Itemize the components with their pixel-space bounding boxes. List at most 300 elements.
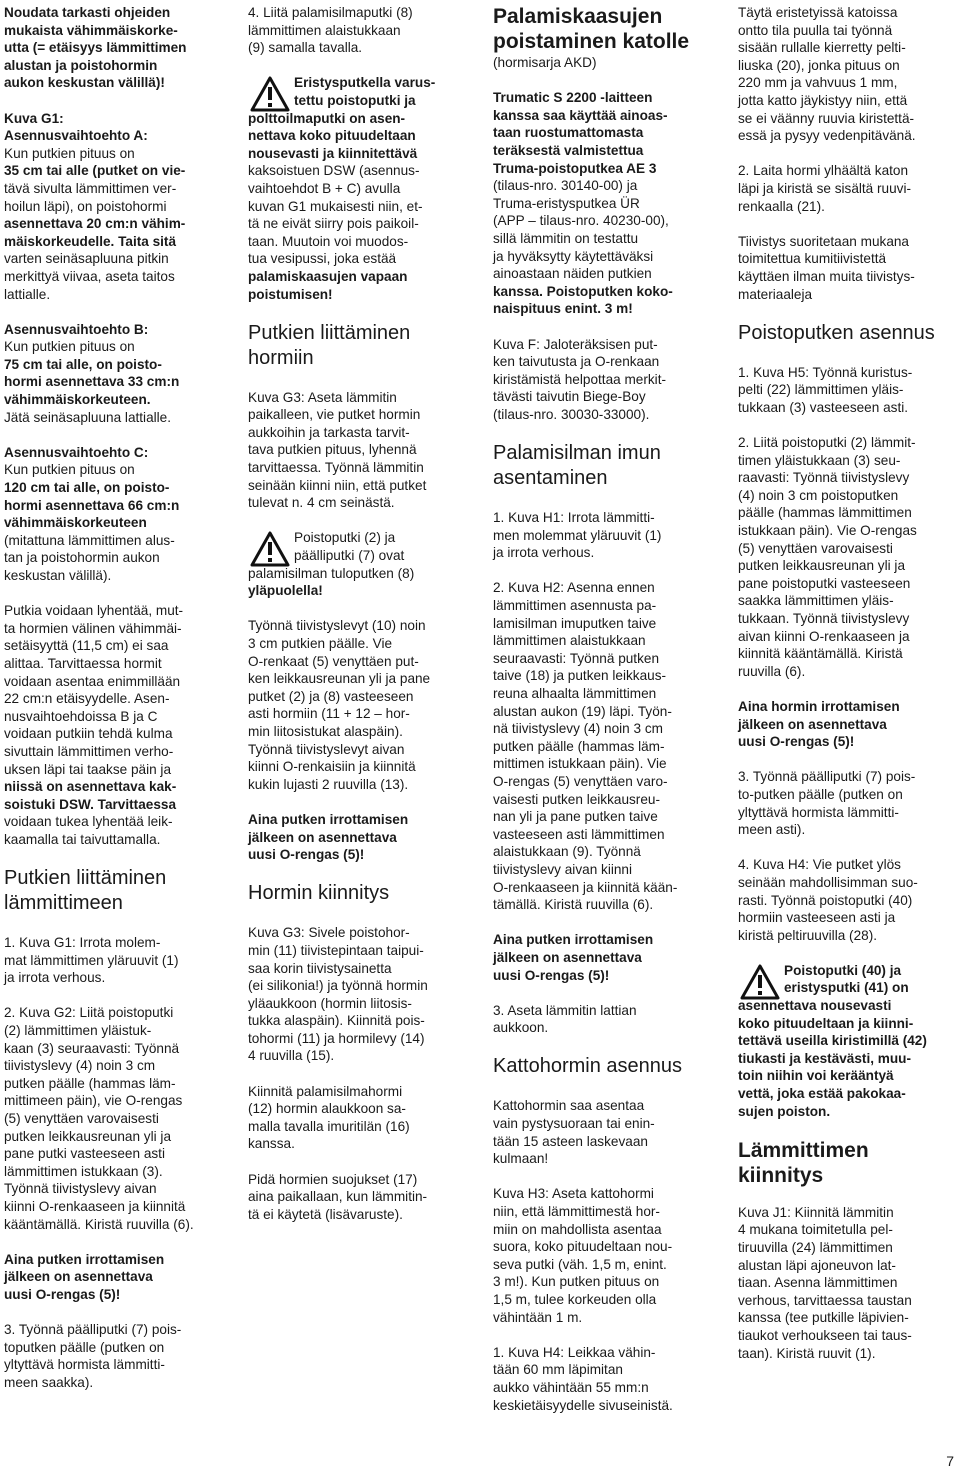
text-line: kiinni O-renkaaseen ja kiinnitä — [4, 1199, 186, 1214]
text-line: jälkeen on asennettava — [248, 829, 397, 845]
text-line: aukkoihin ja tarkasta tarvit- — [248, 424, 410, 440]
text-line: uusi O-rengas (5)! — [4, 1286, 121, 1302]
text-line: O-renkaaseen ja kiinnitä kään- — [493, 879, 678, 895]
text-line: reuna alhaalta lämmittimen — [493, 686, 657, 701]
text-line: essä ja pysyy vedenpitävänä. — [738, 128, 916, 144]
text-line: pane putki vasteeseen asti — [4, 1146, 165, 1162]
col2-warning2-body — [248, 565, 473, 600]
text-line: min liitosistukat alaspäin). — [248, 723, 403, 739]
text-line: tään 15 asteen laskevaan — [493, 1133, 648, 1149]
col1-option-a — [4, 110, 229, 304]
text-line: nä tiivistyslevy (4) noin 3 cm — [493, 721, 663, 737]
col1-option-c — [4, 444, 229, 585]
col3-h3 — [493, 1185, 718, 1326]
text-line: Palamiskaasujen — [493, 5, 663, 28]
text-line: alittaa. Tarvittaessa hormit — [4, 655, 162, 671]
col2-intake — [248, 1083, 473, 1153]
text-line: jälkeen on asennettava — [493, 949, 642, 965]
text-line: naispituus enint. 3 m! — [493, 301, 633, 317]
text-line: 4. Kuva H4: Vie putket ylös — [738, 857, 901, 873]
text-line: Aina putken irrottamisen — [493, 932, 654, 948]
text-line: Hormin kiinnitys — [248, 882, 390, 905]
text-line: tarvittaessa. Työnnä lämmitin — [248, 460, 424, 476]
text-line: nan yli ja pane putken taive — [493, 809, 658, 825]
text-line: mäiskorkeudelle. Taita sitä — [4, 233, 177, 249]
col4-h5 — [738, 364, 956, 417]
text-line: aivan kiinni O-renkaaseen ja — [738, 628, 910, 644]
text-line: niin, että lämmittimestä hor- — [493, 1204, 660, 1220]
col3-title — [493, 4, 718, 54]
text-line: 3 cm putkien päälle. Vie — [248, 636, 393, 651]
text-line: koko pituudeltaan ja kiinni- — [738, 1015, 914, 1031]
text-line: paikalleen, vie putket hormin — [248, 407, 421, 423]
warning-triangle-icon — [740, 964, 780, 1000]
col2-heading-fixing — [248, 881, 473, 906]
col2-warning-insulation — [248, 74, 473, 303]
text-line: Kuva J1: Kiinnitä lämmitin — [738, 1204, 894, 1220]
text-line: voidaan putkiin tehdä kulma — [4, 726, 173, 742]
col1-step-2 — [4, 1004, 229, 1233]
col2-covers — [248, 1171, 473, 1224]
text-line: tiukasti ja kestävästi, muu- — [738, 1050, 912, 1066]
text-line: tämällä. Kiristä ruuvilla (6). — [493, 897, 654, 913]
col1-intro — [4, 4, 229, 92]
text-line: 4 ruuvilla (15). — [248, 1048, 335, 1064]
text-line: päälle (hammas lämmittimen — [738, 505, 912, 521]
text-line: 1. Kuva H5: Työnnä kuristus- — [738, 364, 913, 380]
text-line: varten seinäsapluuna pitkin — [4, 251, 169, 267]
text-line: nusvaihtoehdoissa B ja C — [4, 708, 158, 724]
col4-connect — [738, 434, 956, 680]
text-line: tiaan. Asenna lämmittimen — [738, 1275, 898, 1291]
text-line: Työnnä tiivistyslevyt (10) noin — [248, 618, 426, 634]
col1-oring-note — [4, 1251, 229, 1304]
text-line: mittimeen päin), vie O-rengas — [4, 1093, 183, 1109]
text-line: setäisyyttä (11,5 cm) ei saa — [4, 638, 169, 654]
col3-h1-step — [493, 509, 718, 562]
text-line: tä ne eivät siirry pois paikoil- — [248, 216, 419, 232]
text-line: kiinni O-renkaisiin ja kiinnitä — [248, 759, 416, 775]
text-line: putken leikkausreunan yli ja — [738, 558, 906, 574]
text-line: hormiin vasteeseen asti ja — [738, 910, 896, 926]
col2-warning-position — [248, 529, 473, 599]
text-line: voidaan tukea lyhentää leik- — [4, 814, 173, 830]
col2-heading-chimney — [248, 321, 473, 371]
text-line: Putkien liittäminen — [4, 867, 167, 890]
text-line: teräksestä valmistettua — [493, 142, 644, 158]
text-line: Lämmittimen — [738, 1138, 869, 1162]
text-line: 35 cm tai alle (putket on vie- — [4, 163, 186, 179]
col3-step-3 — [493, 1002, 718, 1037]
text-line: vähimmäiskorkeuteen. — [4, 392, 151, 408]
text-line: lämmittimen asennusta pa- — [493, 598, 657, 614]
text-line: Kuva G3: Sivele poistohor- — [248, 925, 410, 941]
text-line: Truma-poistoputkea AE 3 — [493, 160, 657, 176]
text-line: kaksoistuen DSW (asennus- — [248, 163, 420, 179]
text-line: poistaminen katolle — [493, 30, 690, 53]
text-line: O-rengas (5) venyttäen varo- — [493, 773, 668, 789]
text-line: lamisilman imuputken taive — [493, 615, 657, 631]
col1-heading-connection — [4, 866, 229, 916]
text-line: seinään mahdollisimman suo- — [738, 874, 918, 890]
text-line: yläpuolella! — [248, 583, 323, 599]
text-line: tä ei käytetä (lisävaruste). — [248, 1206, 403, 1222]
col2-sealing — [248, 617, 473, 793]
text-line: tävä sivulta lämmittimen ver- — [4, 180, 177, 196]
text-line: 2. Laita hormi ylhäältä katon — [738, 163, 909, 179]
text-line: vasteeseen asti lämmittimen — [493, 826, 665, 842]
text-line: to-putken päälle (putken on — [738, 786, 903, 802]
text-line: Kuva F: Jaloteräksisen put- — [493, 336, 658, 352]
text-line: yltyttävä hormista lämmitti- — [738, 804, 899, 820]
text-line: Kattohormin asennus — [493, 1055, 683, 1078]
text-line: (2) lämmittimen yläistuk- — [4, 1023, 152, 1039]
col4-heading-mounting — [738, 1138, 956, 1188]
text-line: keskustan välillä). — [4, 568, 112, 583]
col2-warning-head — [294, 74, 473, 109]
column-2 — [248, 4, 473, 1241]
text-line: seva putki (väh. 1,5 m, enint. — [493, 1256, 667, 1272]
text-line: aukko vähintään 55 mm:n — [493, 1379, 649, 1395]
text-line: rasti. Työnnä poistoputki (40) — [738, 892, 913, 908]
col4-step-3 — [738, 768, 956, 838]
text-line: ruuvilla (6). — [738, 663, 806, 679]
text-line: saakka lämmittimen yläis- — [738, 593, 894, 609]
text-line: kanssa. Poistoputken koko- — [493, 283, 673, 299]
text-line: tava putkien pituus, lyhennä — [248, 442, 417, 458]
text-line: lattialle. — [4, 286, 51, 302]
text-line: putken päälle (hammas läm- — [493, 738, 665, 754]
text-line: eristysputki (41) on — [784, 980, 909, 996]
text-line: 220 mm ja vahvuus 1 mm, — [738, 75, 898, 91]
col4-warning-body — [738, 997, 956, 1120]
text-line: alustan ja poistohormin — [4, 57, 158, 73]
text-line: (mitattuna lämmittimen alus- — [4, 532, 175, 548]
text-line: kanssa saa käyttää ainoas- — [493, 107, 668, 123]
col1-step-1 — [4, 934, 229, 987]
text-line: Täytä eristetyissä katoissa — [738, 5, 898, 20]
text-line: Kuva H3: Aseta kattohormi — [493, 1186, 654, 1202]
text-line: Aina hormin irrottamisen — [738, 698, 900, 714]
col4-j1 — [738, 1204, 956, 1362]
text-line: vettä, joka estää pakokaa- — [738, 1086, 906, 1102]
col3-heading-roof — [493, 1054, 718, 1079]
text-line: (5) venyttäen varovaisesti — [4, 1111, 159, 1127]
text-line: men molemmat yläruuvit (1) — [493, 527, 662, 543]
text-line: verhous, tarvittaessa taustan — [738, 1292, 912, 1308]
text-line: uusi O-rengas (5)! — [738, 734, 855, 750]
text-line: tiaukot verhoukseen tai taus- — [738, 1327, 912, 1343]
text-line: alustan läpi ajoneuvon lat- — [738, 1257, 896, 1273]
text-line: Poistoputki (2) ja — [294, 530, 396, 546]
text-line: sivuttain lämmittimen verho- — [4, 743, 174, 759]
text-line: vain pystysuoraan tai enin- — [493, 1116, 655, 1132]
text-line: 120 cm tai alle, on poisto- — [4, 480, 170, 496]
text-line: 1. Kuva H4: Leikkaa vähin- — [493, 1344, 656, 1360]
text-line: Poistoputken asennus — [738, 321, 935, 344]
text-line: pelti (22) lämmittimen yläis- — [738, 382, 904, 398]
text-line: Työnnä tiivistyslevy aivan — [4, 1181, 157, 1197]
text-line: toputken päälle (putken on — [4, 1339, 165, 1355]
text-line: kaamalla tai taivuttamalla. — [4, 831, 161, 847]
col4-step-2 — [738, 162, 956, 215]
text-line: taan. Muutoin voi muodos- — [248, 233, 409, 249]
text-line: nettava koko pituudeltaan — [248, 128, 416, 144]
text-line: Pidä hormien suojukset (17) — [248, 1171, 418, 1187]
text-line: jälkeen on asennettava — [4, 1269, 153, 1285]
text-line: tohormi (11) ja hormilevy (14) — [248, 1030, 425, 1046]
text-line: putket (2) ja (8) vasteeseen — [248, 688, 414, 704]
text-line: uksen läpi tai taakse päin ja — [4, 761, 172, 777]
text-line: taan ruostumattomasta — [493, 125, 644, 141]
text-line: hormiin — [248, 346, 314, 369]
text-line: tukkaan (3) vasteeseen asti. — [738, 399, 909, 415]
col4-sealing — [738, 233, 956, 303]
text-line: hoilun läpi), on poistohormi — [4, 198, 167, 214]
text-line: tukka alaspäin). Kiinnitä pois- — [248, 1013, 425, 1029]
col4-warning-rising — [738, 962, 956, 1120]
text-line: 4 mukana toimitetulla pel- — [738, 1222, 893, 1238]
text-line: tan ja poistohormin aukon — [4, 550, 160, 566]
text-line: läpi ja kiristä se sisältä ruuvi- — [738, 180, 912, 196]
text-line: taan). Kiristä ruuvit (1). — [738, 1345, 876, 1361]
text-line: (4) noin 3 cm poistoputken — [738, 487, 899, 503]
text-line: taive (18) ja putken leikkaus- — [493, 668, 667, 684]
text-line: tettu poistoputki ja — [294, 92, 416, 108]
text-line: ainoastaan näiden putkien — [493, 266, 652, 282]
text-line: 1. Kuva G1: Irrota molem- — [4, 935, 161, 951]
text-line: tiivistyslevy aivan kiinni — [493, 861, 633, 877]
text-line: ja irrota verhous. — [493, 545, 595, 561]
col3-h2-step — [493, 579, 718, 913]
text-line: tua vesipussi, joka estää — [248, 251, 397, 267]
col2-g3 — [248, 389, 473, 512]
text-line: seuraavasti: Työnnä putken — [493, 650, 660, 666]
text-line: Trumatic S 2200 -laitteen — [493, 90, 653, 106]
text-line: kulmaan! — [493, 1151, 549, 1167]
column-3 — [493, 4, 718, 1432]
page-number: 7 — [946, 1453, 954, 1469]
text-line: mat lämmittimen yläruuvit (1) — [4, 952, 179, 968]
text-line: Eristysputkella varus- — [294, 75, 436, 91]
col2-step-4 — [248, 4, 473, 57]
text-line: min (11) tiivistepintaan taipui- — [248, 942, 424, 958]
text-line: mittimen istukkaan päin). Vie — [493, 756, 667, 772]
text-line: malla tavalla imuritilän (16) — [248, 1118, 410, 1134]
text-line: kanssa. — [248, 1136, 295, 1152]
text-line: polttoilmaputki on asen- — [248, 110, 406, 126]
warning-triangle-icon — [250, 76, 290, 112]
text-line: 4. Liitä palamisilmaputki (8) — [248, 5, 413, 20]
text-line: mukaista vähimmäiskorke- — [4, 22, 178, 38]
text-line: miin on mahdollista asentaa — [493, 1221, 662, 1237]
text-line: merkittyä viivaa, aseta taitos — [4, 268, 175, 284]
text-line: asennettava nousevasti — [738, 998, 892, 1014]
text-line: kiinnitä kääntämällä. Kiristä — [738, 646, 903, 662]
text-line: vähimmäiskorkeuteen — [4, 515, 147, 531]
text-line: lämmittimen alaistukkaan — [248, 22, 401, 38]
text-line: seinään kiinni niin, että putket — [248, 477, 427, 493]
text-line: Asennusvaihtoehto A: — [4, 128, 148, 144]
text-line: Työnnä tiivistyslevyt aivan — [248, 741, 405, 757]
text-line: tettävä useilla kiristimillä (42) — [738, 1033, 927, 1049]
text-line: aukkoon. — [493, 1020, 549, 1036]
text-line: hormi asennettava 33 cm:n — [4, 374, 180, 390]
text-line: Poistoputki (40) ja — [784, 962, 902, 978]
text-line: 3. Työnnä päälliputki (7) pois- — [738, 769, 916, 785]
text-line: 3. Työnnä päälliputki (7) pois- — [4, 1322, 182, 1338]
text-line: tukkaan. Työnnä tiivistyslevy — [738, 611, 910, 626]
text-line: kanssa (tee putkille läpivien- — [738, 1310, 909, 1326]
text-line: jotta katto jäykistyy niin, että — [738, 92, 908, 108]
text-line: kiinnitys — [738, 1163, 824, 1187]
text-line: toimitettua kumitiivistettä — [738, 251, 887, 267]
column-1 — [4, 4, 229, 1409]
col4-heading-exhaust — [738, 321, 956, 346]
text-line: kukin lujasti 2 ruuvilla (13). — [248, 776, 409, 792]
col3-figure-f — [493, 336, 718, 424]
col4-oring-note — [738, 698, 956, 751]
text-line: palamisilman tuloputken (8) — [248, 565, 415, 581]
text-line: tulevat n. 4 cm seinästä. — [248, 495, 395, 511]
col3-heading-intake — [493, 441, 718, 491]
text-line: meen saakka). — [4, 1374, 94, 1390]
text-line: ontto tila puulla tai työnnä — [738, 22, 893, 38]
col4-step-4 — [738, 856, 956, 944]
text-line: 3. Aseta lämmitin lattian — [493, 1002, 637, 1018]
col3-subtitle: (hormisarja AKD) — [493, 55, 597, 70]
text-line: 3 m!). Kun putken pituus on — [493, 1274, 660, 1290]
text-line: voidaan asentaa enimmillään — [4, 673, 181, 689]
text-line: meen asti). — [738, 822, 806, 838]
text-line: (ei silikonia!) ja työnnä hormin — [248, 978, 428, 994]
col3-trumatic — [493, 89, 718, 318]
text-line: 2. Liitä poistoputki (2) lämmit- — [738, 435, 916, 451]
text-line: yltyttävä hormista lämmitti- — [4, 1357, 165, 1373]
text-line: uusi O-rengas (5)! — [248, 847, 365, 863]
warning-triangle-icon — [250, 531, 290, 567]
text-line: materiaaleja — [738, 286, 813, 302]
text-line: poistumisen! — [248, 286, 333, 302]
text-line: palamiskaasujen vapaan — [248, 268, 408, 284]
text-line: aukon keskustan välillä)! — [4, 75, 165, 91]
text-line: aina paikallaan, kun lämmitin- — [248, 1189, 428, 1205]
text-line: asti hormiin (11 + 12 – hor- — [248, 706, 410, 722]
text-line: Tiivistys suoritetaan mukana — [738, 233, 909, 249]
text-line: 1,5 m, tulee korkeuden olla — [493, 1292, 657, 1307]
text-line: vähintään 1 m. — [493, 1309, 583, 1325]
text-line: Aina putken irrottamisen — [248, 811, 409, 827]
col2-warning2-head — [294, 529, 473, 564]
text-line: ken taivutusta ja O-renkaan — [493, 354, 660, 370]
text-line: ta hormien välinen vähimmäi- — [4, 620, 182, 636]
text-line: niissä on asennettava kak- — [4, 779, 177, 795]
text-line: soistuki DSW. Tarvittaessa — [4, 796, 176, 812]
text-line: 22 cm:n etäisyydelle. Asen- — [4, 691, 170, 707]
text-line: ja irrota verhous. — [4, 970, 106, 986]
col2-warning-body — [248, 110, 473, 304]
text-line: Putkien liittäminen — [248, 321, 411, 344]
col3-oring-note — [493, 931, 718, 984]
text-line: keskietäisyydelle sivuseinistä. — [493, 1397, 673, 1413]
text-line: (5) venyttäen varovaisesti — [738, 540, 893, 556]
text-line: Kun putkien pituus on — [4, 339, 135, 355]
text-line: sisään rullalle kierretty pelti- — [738, 40, 906, 56]
text-line: Kuva G1: — [4, 110, 64, 126]
text-line: kuvan G1 mukaisesti niin, et- — [248, 198, 423, 214]
text-line: Aina putken irrottamisen — [4, 1251, 165, 1267]
text-line: lämmittimen istukkaan (3). — [4, 1163, 163, 1179]
text-line: vaihtoehdot B + C) avulla — [248, 180, 401, 196]
text-line: liuska (20), jonka pituus on — [738, 57, 900, 73]
text-line: hormi asennettava 66 cm:n — [4, 497, 180, 513]
col4-insulated-roofs — [738, 4, 956, 145]
text-line: jälkeen on asennettava — [738, 716, 887, 732]
text-line: Palamisilman imun — [493, 442, 661, 465]
text-line: renkaalla (21). — [738, 198, 825, 214]
text-line: uusi O-rengas (5)! — [493, 967, 610, 983]
text-line: suora, koko pituudeltaan nou- — [493, 1239, 673, 1255]
text-line: Putkia voidaan lyhentää, mut- — [4, 603, 184, 619]
text-line: Truma-eristysputkea ÜR — [493, 195, 640, 211]
text-line: timen yläistukkaan (3) seu- — [738, 452, 901, 468]
text-line: ken leikkausreunan yli ja pane — [248, 671, 431, 687]
text-line: Kun putkien pituus on — [4, 462, 135, 478]
text-line: ja hyväksytty käytettäväksi — [493, 248, 654, 264]
text-line: Asennusvaihtoehto B: — [4, 321, 149, 337]
text-line: kaan (3) seuraavasti: Työnnä — [4, 1040, 180, 1056]
text-line: kiristä peltiruuvilla (28). — [738, 927, 878, 943]
col4-warning-head — [784, 962, 956, 997]
text-line: Asennusvaihtoehto C: — [4, 444, 149, 460]
text-line: (12) hormin alaukkoon sa- — [248, 1101, 406, 1117]
text-line: (9) samalla tavalla. — [248, 40, 363, 56]
text-line: putken leikkausreunan yli ja — [4, 1128, 172, 1144]
col1-step-3 — [4, 1321, 229, 1391]
text-line: sillä lämmitin on testattu — [493, 230, 639, 246]
text-line: päälliputki (7) ovat — [294, 548, 405, 564]
text-line: tiruuvilla (24) lämmittimen — [738, 1240, 893, 1255]
text-line: 1. Kuva H1: Irrota lämmitti- — [493, 510, 655, 526]
text-line: (APP – tilaus-nro. 40230-00), — [493, 213, 669, 229]
text-line: Kattohormin saa asentaa — [493, 1098, 645, 1114]
text-line: kääntämällä. Kiristä ruuvilla (6). — [4, 1216, 194, 1232]
text-line: toin niihin voi kerääntyä — [738, 1068, 894, 1084]
text-line: Kuva G3: Aseta lämmitin — [248, 389, 397, 405]
text-line: pane poistoputki vasteeseen — [738, 575, 911, 591]
col1-shortening — [4, 602, 229, 848]
text-line: vaisesti putken leikkausreu- — [493, 791, 660, 807]
text-line: Kun putkien pituus on — [4, 145, 135, 161]
text-line: 2. Kuva H2: Asenna ennen — [493, 580, 655, 596]
text-line: Noudata tarkasti ohjeiden — [4, 5, 171, 20]
text-line: utta (= etäisyys lämmittimen — [4, 40, 187, 56]
text-line: 2. Kuva G2: Liitä poistoputki — [4, 1005, 174, 1021]
text-line: tiivistyslevy (4) noin 3 cm — [4, 1058, 156, 1074]
text-line: lämmittimeen — [4, 892, 123, 915]
col3-h4 — [493, 1344, 718, 1414]
text-line: Jätä seinäsapluuna lattialle. — [4, 409, 172, 425]
text-line: alustan aukon (19) läpi. Työn- — [493, 703, 672, 719]
col3-roof-angle — [493, 1097, 718, 1167]
text-line: nousevasti ja kiinnitettävä — [248, 145, 418, 161]
column-4 — [738, 4, 956, 1380]
col2-oring-note — [248, 811, 473, 864]
col2-g3-fixing — [248, 924, 473, 1065]
text-line: raavasti: Työnnä tiivistyslevy — [738, 470, 910, 486]
text-line: putken päälle (hammas läm- — [4, 1075, 176, 1091]
text-line: yläaukkoon (hormin liitosis- — [248, 995, 412, 1011]
